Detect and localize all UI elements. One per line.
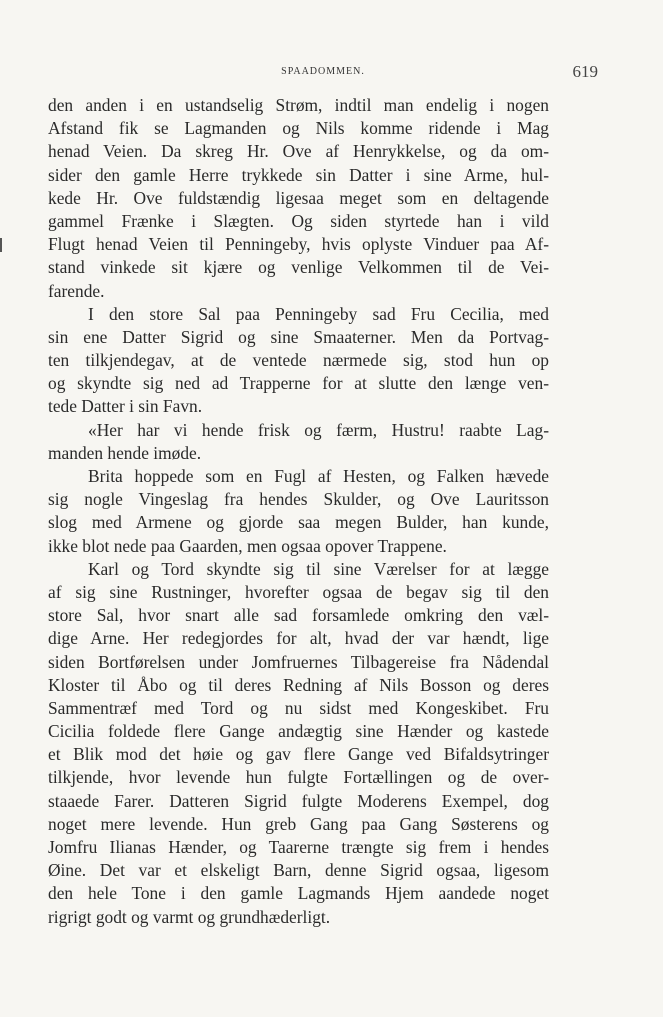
text-line: sin ene Datter Sigrid og sine Smaaterner. Men da Portvag- [48, 326, 549, 347]
text-line: gammel Frænke i Slægten. Og siden styrtede han i vild [48, 210, 549, 231]
text-line: tede Datter i sin Favn. [48, 396, 203, 417]
page-number: 619 [572, 62, 598, 81]
text-line: den anden i en ustandselig Strøm, indtil man endelig i nogen [48, 95, 549, 115]
text-line: kede Hr. Ove fuldstændig ligesaa meget som en deltagende [48, 187, 549, 208]
text-line: henad Veien. Da skreg Hr. Ove af Henrykkelse, og da om- [48, 141, 549, 162]
text-line: Afstand fik se Lagmanden og Nils komme ridende i Mag [48, 118, 549, 139]
text-line: ikke blot nede paa Gaarden, men ogsaa opover Trappene. [48, 535, 447, 556]
page-edge-mark [0, 238, 2, 252]
text-line: slog med Armene og gjorde saa megen Bulder, han kunde, [48, 512, 549, 533]
text-line: Flugt henad Veien til Penningeby, hvis oplyste Vinduer paa Af- [48, 234, 549, 255]
text-line: manden hende imøde. [48, 442, 202, 463]
running-head [48, 62, 598, 84]
text-line: farende. [48, 280, 105, 301]
text-line: et Blik mod det høie og gav flere Gange ved Bifaldsytringer [48, 744, 549, 765]
text-line: sig nogle Vingeslag fra hendes Skulder, og Ove Lauritsson [48, 489, 549, 510]
text-line: Karl og Tord skyndte sig til sine Værelser for at lægge [88, 558, 549, 579]
body-text [48, 94, 549, 929]
text-line: sider den gamle Herre trykkede sin Datter i sine Arme, hul- [48, 164, 549, 185]
text-line: staaede Farer. Datteren Sigrid fulgte Moderens Exempel, dog [48, 790, 549, 811]
text-line: ten tilkjendegav, at de ventede nærmede sig, stod hun op [48, 350, 549, 371]
text-line: tilkjende, hvor levende hun fulgte Fortællingen og de over- [48, 767, 549, 788]
text-line: Cicilia foldede flere Gange andægtig sine Hænder og kastede [48, 721, 549, 742]
text-line: Øine. Det var et elskeligt Barn, denne Sigrid ogsaa, ligesom [48, 860, 549, 881]
text-line: store Sal, hvor snart alle sad forsamlede omkring den væl- [48, 605, 549, 626]
running-title: SPAADOMMEN. [281, 66, 365, 77]
text-line: dige Arne. Her redegjordes for alt, hvad der var hændt, lige [48, 628, 549, 649]
text-line: noget mere levende. Hun greb Gang paa Gang Søsterens og [48, 813, 549, 834]
text-line: I den store Sal paa Penningeby sad Fru Cecilia, med [88, 303, 549, 324]
text-line: og skyndte sig ned ad Trapperne for at slutte den længe ven- [48, 373, 549, 394]
text-line: rigrigt godt og varmt og grundhæderligt. [48, 906, 331, 927]
text-line: Sammentræf med Tord og nu sidst med Kongeskibet. Fru [48, 697, 549, 718]
text-line: siden Bortførelsen under Jomfruernes Tilbagereise fra Nådendal [48, 651, 549, 672]
text-line: Brita hoppede som en Fugl af Hesten, og Falken hævede [88, 466, 549, 486]
text-line: af sig sine Rustninger, hvorefter ogsaa de begav sig til den [48, 581, 549, 602]
text-line: «Her har vi hende frisk og færm, Hustru! raabte Lag- [88, 419, 549, 440]
text-line: Kloster til Åbo og til deres Redning af Nils Bosson og deres [48, 674, 549, 695]
text-line: stand vinkede sit kjære og venlige Velkommen til de Vei- [48, 257, 549, 278]
text-line: den hele Tone i den gamle Lagmands Hjem aandede noget [48, 883, 549, 904]
text-line: Jomfru Ilianas Hænder, og Taarerne trængte sig frem i hendes [48, 837, 549, 857]
